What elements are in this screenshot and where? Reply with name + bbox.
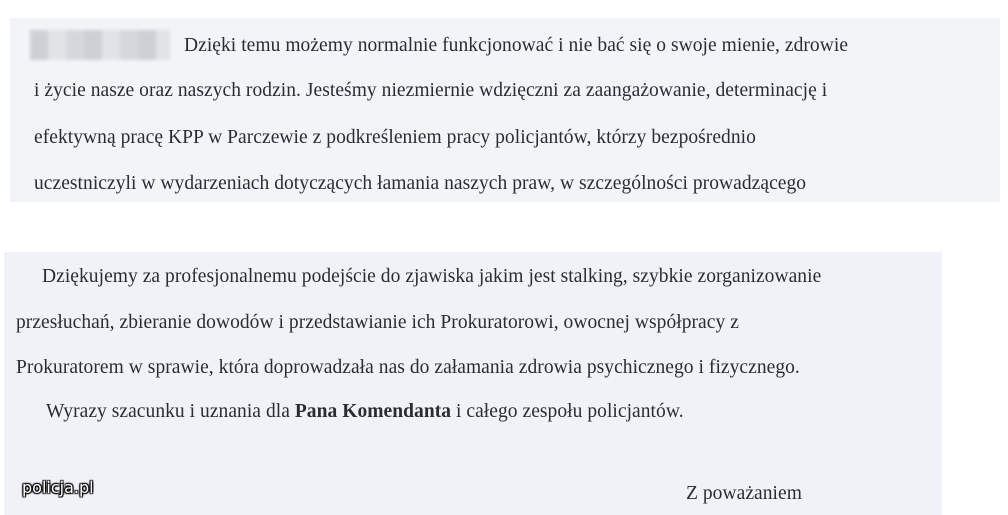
redacted-name [30, 30, 170, 60]
closing-text: Z poważaniem [686, 483, 802, 504]
letter-fragment-bottom [4, 252, 942, 515]
paragraph1-line1: Dzięki temu możemy normalnie funkcjonować i nie bać się o swoje mienie, zdrowie [184, 35, 849, 56]
paragraph1-line4: uczestniczyli w wydarzeniach dotyczących łamania naszych praw, w szczególności prowadzącego [34, 173, 807, 194]
regards-prefix: Wyrazy szacunku i uznania dla [46, 401, 295, 422]
paragraph2-line1: Dziękujemy za profesjonalnemu podejście do zjawiska jakim jest stalking, szybkie zorganizowanie [42, 266, 822, 287]
paragraph1-line3: efektywną pracę KPP w Parczewie z podkreśleniem pracy policjantów, którzy bezpośrednio [34, 127, 756, 148]
regards-line [46, 400, 684, 424]
paragraph1-line2: i życie nasze oraz naszych rodzin. Jesteśmy niezmiernie wdzięczni za zaangażowanie, determinację i [34, 80, 828, 101]
watermark: policja.pl [22, 478, 94, 497]
paragraph2-line2: przesłuchań, zbieranie dowodów i przedstawianie ich Prokuratorowi, owocnej współpracy z [16, 312, 739, 333]
regards-suffix: i całego zespołu policjantów. [451, 401, 684, 422]
regards-bold: Pana Komendanta [294, 401, 452, 422]
paragraph2-line3: Prokuratorem w sprawie, która doprowadzała nas do załamania zdrowia psychicznego i fizycznego. [16, 357, 800, 378]
